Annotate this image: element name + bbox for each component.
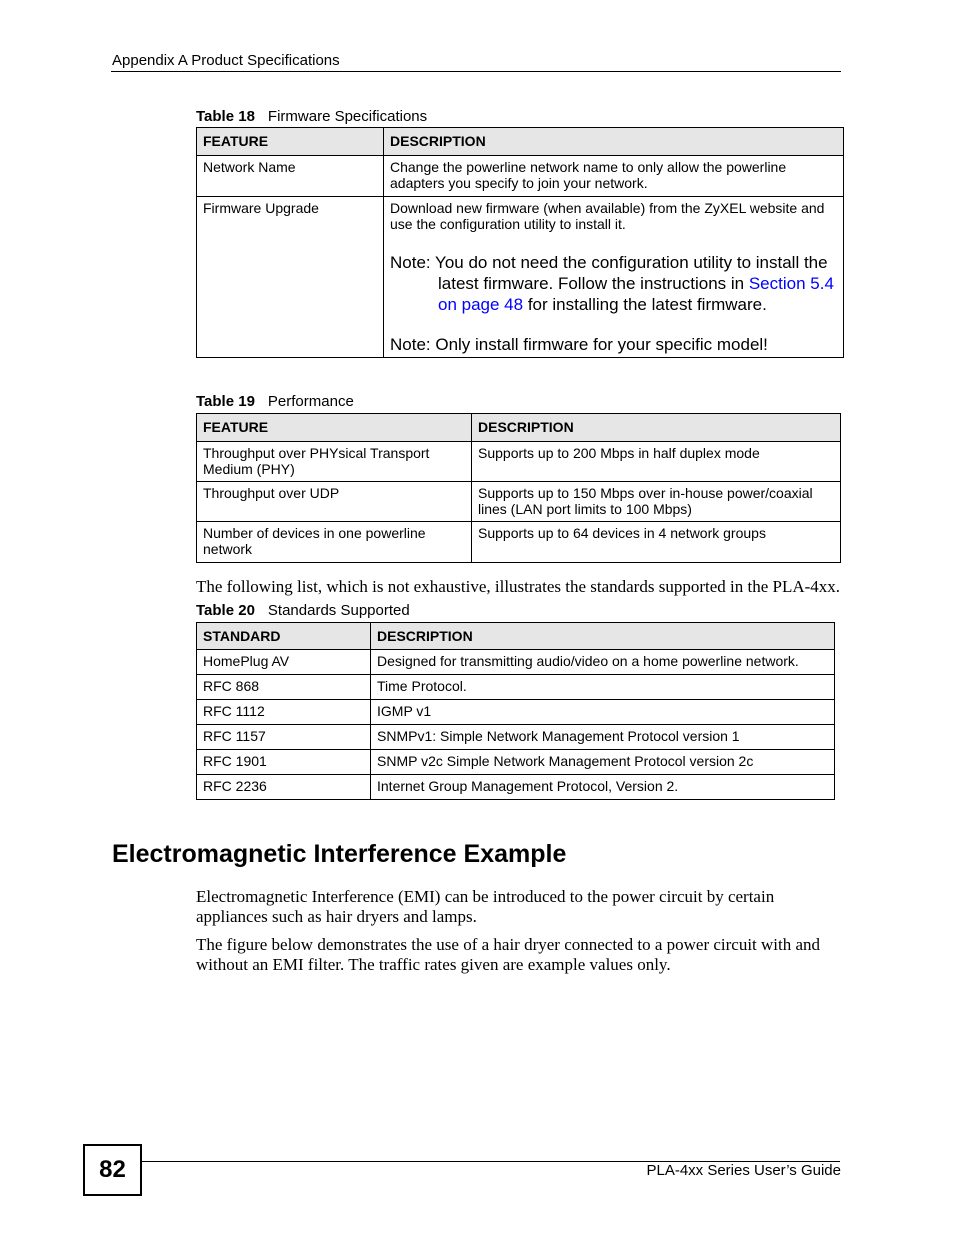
feature-cell: Throughput over UDP — [197, 482, 472, 522]
table-row — [197, 650, 835, 675]
table-row — [197, 750, 835, 775]
table-label: Table 18 — [196, 108, 255, 125]
description-cell: Change the powerline network name to only allow the powerline adapters you specify to join your network. — [384, 156, 844, 197]
table-row — [197, 700, 835, 725]
table-label: Table 19 — [196, 393, 255, 410]
table-row — [197, 442, 841, 482]
table-row — [197, 197, 844, 358]
feature-cell: Throughput over PHYsical Transport Medium (PHY) — [197, 442, 472, 482]
table-title: Standards Supported — [267, 602, 410, 619]
paragraph: The figure below demonstrates the use of a hair dryer connected to a power circuit with and without an EMI filter. The traffic rates given are example values only. — [196, 935, 821, 974]
column-header: DESCRIPTION — [472, 414, 841, 442]
section-link[interactable]: Section 5.4 — [748, 274, 834, 293]
feature-cell: Firmware Upgrade — [197, 197, 384, 358]
description-cell: IGMP v1 — [371, 700, 835, 725]
note-text: Note: You do not need the configuration utility to install the — [390, 253, 828, 272]
table-row — [197, 522, 841, 563]
table-18-caption — [196, 108, 427, 125]
description-cell: SNMP v2c Simple Network Management Protocol version 2c — [371, 750, 835, 775]
table-title: Firmware Specifications — [267, 108, 428, 125]
standard-cell: RFC 868 — [197, 675, 371, 700]
standards-supported-table — [196, 622, 835, 800]
column-header: STANDARD — [197, 623, 371, 650]
table-row — [197, 675, 835, 700]
table-label: Table 20 — [196, 602, 255, 619]
running-header: Appendix A Product Specifications — [112, 52, 340, 69]
standard-cell: RFC 1901 — [197, 750, 371, 775]
page-link[interactable]: on page 48 — [438, 295, 524, 314]
description-cell: Supports up to 150 Mbps over in-house power/coaxial lines (LAN port limits to 100 Mbps) — [472, 482, 841, 522]
column-header: FEATURE — [197, 414, 472, 442]
table-row — [197, 725, 835, 750]
feature-cell: Network Name — [197, 156, 384, 197]
description-cell: Time Protocol. — [371, 675, 835, 700]
standard-cell: RFC 1112 — [197, 700, 371, 725]
table-20-caption — [196, 602, 410, 619]
description-text: Download new firmware (when available) from the ZyXEL website and use the configuration utility to install it. — [390, 200, 825, 232]
table-row — [197, 156, 844, 197]
table-title: Performance — [267, 393, 354, 410]
note — [390, 252, 837, 315]
table-row — [197, 775, 835, 800]
page-number: 82 — [83, 1144, 142, 1196]
header-rule — [111, 71, 841, 72]
feature-cell: Number of devices in one powerline network — [197, 522, 472, 563]
description-cell: SNMPv1: Simple Network Management Protocol version 1 — [371, 725, 835, 750]
guide-title: PLA-4xx Series User’s Guide — [646, 1162, 841, 1179]
standard-cell: RFC 2236 — [197, 775, 371, 800]
note-text: latest firmware. Follow the instructions in — [438, 274, 749, 293]
standard-cell: HomePlug AV — [197, 650, 371, 675]
standard-cell: RFC 1157 — [197, 725, 371, 750]
table-19-caption — [196, 393, 354, 410]
firmware-specifications-table — [196, 127, 844, 358]
column-header: DESCRIPTION — [384, 128, 844, 156]
description-cell: Supports up to 200 Mbps in half duplex mode — [472, 442, 841, 482]
intro-paragraph: The following list, which is not exhaustive, illustrates the standards supported in the PLA-4xx. — [196, 577, 841, 596]
description-cell: Internet Group Management Protocol, Version 2. — [371, 775, 835, 800]
description-cell — [384, 197, 844, 358]
description-cell: Designed for transmitting audio/video on a home powerline network. — [371, 650, 835, 675]
column-header: DESCRIPTION — [371, 623, 835, 650]
description-cell: Supports up to 64 devices in 4 network groups — [472, 522, 841, 563]
table-row — [197, 482, 841, 522]
paragraph: Electromagnetic Interference (EMI) can be introduced to the power circuit by certain appliances such as hair dryers and lamps. — [196, 887, 775, 926]
column-header: FEATURE — [197, 128, 384, 156]
note-text: for installing the latest firmware. — [523, 295, 767, 314]
performance-table — [196, 413, 841, 563]
note: Note: Only install firmware for your specific model! — [390, 335, 768, 354]
section-heading: Electromagnetic Interference Example — [112, 840, 567, 868]
